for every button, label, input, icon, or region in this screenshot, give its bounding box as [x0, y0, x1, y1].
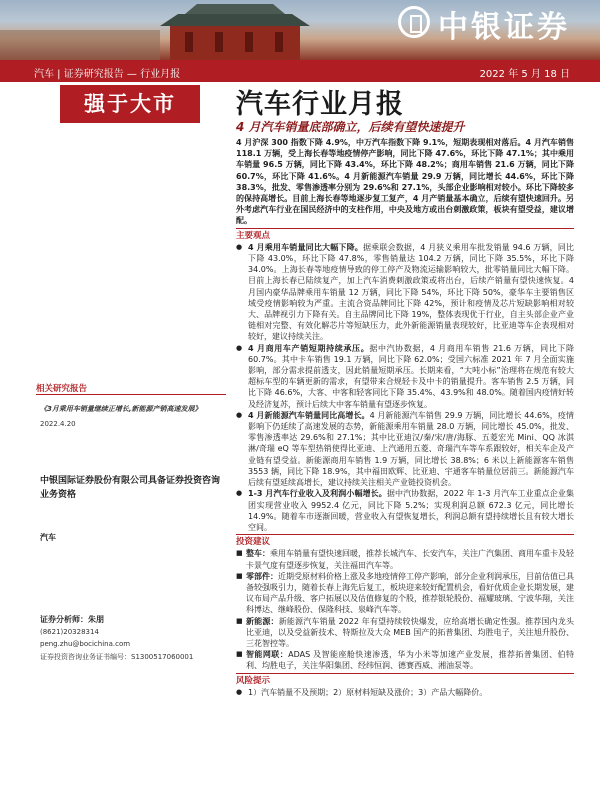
main-content: [236, 137, 574, 698]
summary-paragraph: 4 月沪深 300 指数下降 4.9%，中万汽车指数下降 9.1%，短期表现相对落后。4 月汽车销售 118.1 万辆，受上海长春等地疫情停产影响，同比下降 47.6%，环比下降 47.1%；其中乘用车销量 96.5 万辆，同比下降 43.4%，环比下降 48.2%；商用车销售 21.6 万辆，同比下降 60.7%，环比下降 41.6%。4 月新能源汽车销量 29.9 万辆，同比增长 44.6%，环比下降 38.3%，批发、零售渗透率分别为 29.6%和 27.1%，头部企业影响相对较小。环比下降较多的保持高增长。目前上海长春等地逐步复工复产，4 月产销量基本确立，后续有望快速回升。另外考虑汽车行业在国民经济中的支柱作用，中央及地方或出台刺激政策，板块有望受益，建议增配。: [236, 138, 574, 226]
invest-heading: 智能网联：: [246, 650, 289, 660]
main-points-title: 主要观点: [236, 228, 574, 242]
point-heading: 1-3 月汽车行业收入及利润小幅增长。: [248, 489, 387, 499]
brand-logo-text: 中银证券: [438, 10, 570, 45]
point-body: 据乘联会数据，4 月狭义乘用车批发销量 94.6 万辆，同比下降 43.0%，环比下降 47.8%，零售销量达 104.2 万辆，同比下降 35.5%，环比下降 34.0%。上海长春等地疫情导致的停工停产及物流运输影响较大，批零销量同比大幅下降。目前上海长春已陆续复产，加上汽车消费刺激政策或将出台，后续产销量有望快速恢复。4 月国内豪华品牌乘用车销量 12 万辆，同比下降 54%，环比下降 50%，豪华车主要销售区域受疫情影响较为严重。主流合资品牌同比下降 42%，预计和疫情及芯片短缺影响相对较大、品牌视引力下降有关。自主品牌同比下降 19%，整体表现优于行业，自主头部企业产业链相对完整、有效化解芯片等短缺压力，此外新能源销量表现较好，比亚迪等车企表现相对较好，建议持续关注。: [248, 242, 575, 342]
main-point: [236, 343, 574, 410]
main-point: [236, 242, 574, 343]
risk-text: 1）汽车销量不及预期；2）原材料短缺及涨价；3）产品大幅降价。: [248, 687, 488, 697]
related-report-link[interactable]: 《3月乘用车销量继续正增长,新能源产销高速发展》: [40, 405, 202, 413]
bullet-icon: ●: [236, 242, 243, 251]
company-name: 中银国际证券股份有限公司具备证券投资咨询业务资格: [40, 476, 221, 500]
rating-badge: 强于大市: [60, 85, 200, 123]
palace-roof-upper: [185, 4, 285, 14]
square-bullet-icon: ■: [236, 650, 243, 659]
point-heading: 4 月新能源汽车销量同比高增长。: [248, 410, 370, 420]
header-banner: [0, 0, 600, 60]
bullet-icon: ●: [236, 410, 243, 419]
bullet-icon: ●: [236, 343, 243, 352]
risk-item: [236, 687, 574, 698]
invest-body: 新能源汽车销量 2022 年有望持续较快爆发，应给高增长确定性强。推荐国内龙头比亚迪，以及受益新技术、特斯拉及大众 MEB 国产的拓普集团、均胜电子，关注旭升股份、三花智控等。: [246, 616, 575, 648]
analyst-email[interactable]: peng.zhu@bocichina.com: [40, 640, 131, 648]
palace-window: [185, 32, 193, 52]
breadcrumb: 汽车 | 证券研究报告 — 行业月报: [34, 69, 181, 80]
point-body: 4 月新能源汽车销售 29.9 万辆，同比增长 44.6%，疫情影响下仍延续了高速发展的态势，新能源乘用车销量 28.0 万辆，同比增长 45.0%，批发、零售渗透率达 29.6%和 27.1%；其中比亚迪汉/秦/宋/唐/海豚、五菱宏光 Mini、QQ 冰淇淋/奇瑞 eQ 等车型热销使得比亚迪、上汽通用五菱、奇瑞汽车等车系跟较好，相关车企及产业链有望受益。新能源商用车销售 1.9 万辆，同比增长 38.8%；6 米以上新能源客车销售 3553 辆，同比下降 18.9%，其中福田欧辉、比亚迪、宇通客车销量位居前三。新能源汽车后续有望延续高增长，建议持续关注相关产业链投资机会。: [248, 410, 574, 488]
divider: [36, 394, 226, 395]
investment-item: [236, 616, 574, 650]
point-heading: 4 月商用车产销短期持续承压。: [248, 343, 370, 353]
palace-window: [215, 32, 223, 52]
analyst-cert: 证券投资咨询业务证书编号：S1300517060001: [40, 653, 194, 661]
report-subtitle: 4 月汽车销量底部确立，后续有望快速提升: [236, 120, 465, 134]
palace-window: [245, 32, 253, 52]
invest-body: ADAS 及智能座舱快速渗透，华为小米等加速产业发展，推荐拓普集团、伯特利、均胜电子，关注华阳集团、经纬恒润、德赛西威、湘油泵等。: [246, 650, 574, 671]
banner-scenery: [0, 30, 160, 60]
invest-body: 乘用车销量有望快速回暖，推荐长城汽车、长安汽车，关注广汽集团、商用车重卡及轻卡景气度有望逐步恢复，关注福田汽车等。: [246, 549, 574, 570]
palace-window: [275, 32, 283, 52]
invest-heading: 零部件：: [246, 571, 278, 581]
related-reports-title: 相关研究报告: [36, 384, 88, 394]
analyst-phone: (8621)20328314: [40, 628, 99, 636]
investment-item: [236, 649, 574, 671]
boc-logo-icon: [398, 6, 430, 38]
point-heading: 4 月乘用车销量同比大幅下降。: [248, 242, 363, 252]
palace-roof: [160, 14, 310, 26]
risk-title: 风险提示: [236, 673, 574, 687]
bullet-icon: ●: [236, 489, 243, 498]
square-bullet-icon: ■: [236, 549, 243, 558]
square-bullet-icon: ■: [236, 571, 243, 580]
invest-heading: 整车：: [246, 549, 270, 559]
main-point: [236, 488, 574, 533]
point-body: 据中汽协数据，2022 年 1-3 月汽车工业重点企业集团实现营业收入 9952.4 亿元，同比下降 5.2%；实现利润总额 672.3 亿元，同比增长 14.9%。随着车市逐渐回暖，营业收入有望恢复增长，利润总额有望持续增长且有较大增长空间。: [248, 489, 574, 532]
analyst-name: 证券分析师：朱朋: [40, 615, 104, 624]
report-title: 汽车行业月报: [236, 89, 404, 120]
report-date: 2022 年 5 月 18 日: [479, 69, 570, 80]
main-point: [236, 410, 574, 488]
related-report-date: 2022.4.20: [40, 420, 76, 428]
invest-heading: 新能源：: [246, 616, 279, 626]
invest-body: 近期受原材料价格上涨及多地疫情停工停产影响，部分企业利润承压，目前估值已具备较强吸引力，随着长春上海先后复工，板块迎来较好配置机会，看好优质企业长期发展，建议布局产品升级、客户拓展以及估值修复的个股，推荐银轮股份、福耀玻璃、宁波华翔，关注科博达、继峰股份、保隆科技、泉峰汽车等。: [246, 571, 574, 615]
investment-item: [236, 548, 574, 570]
square-bullet-icon: ■: [236, 616, 243, 625]
investment-title: 投资建议: [236, 534, 574, 548]
industry-label: 汽车: [40, 533, 56, 542]
investment-item: [236, 571, 574, 616]
point-body: 据中汽协数据，4 月商用车销售 21.6 万辆，同比下降 60.7%。其中卡车销售 19.1 万辆，同比下降 62.0%；受国六标准 2021 年 7 月全面实施影响，部分需求提前透支，因此销量短期承压。长期来看，“大吨小标”治理将在规范有较大超标车型的车辆更新的需求，有望带来合规轻卡及中卡的销量提升。客车销售 2.5 万辆，同比下降 46.6%，大客、中客和轻客同比下降 35.4%、43.9%和 48.0%。随着国内疫情好转及经济复苏，预计后续大中客车销量有望逐步恢复。: [248, 343, 574, 409]
bullet-icon: ●: [236, 687, 243, 696]
report-header-bar: [0, 60, 600, 82]
